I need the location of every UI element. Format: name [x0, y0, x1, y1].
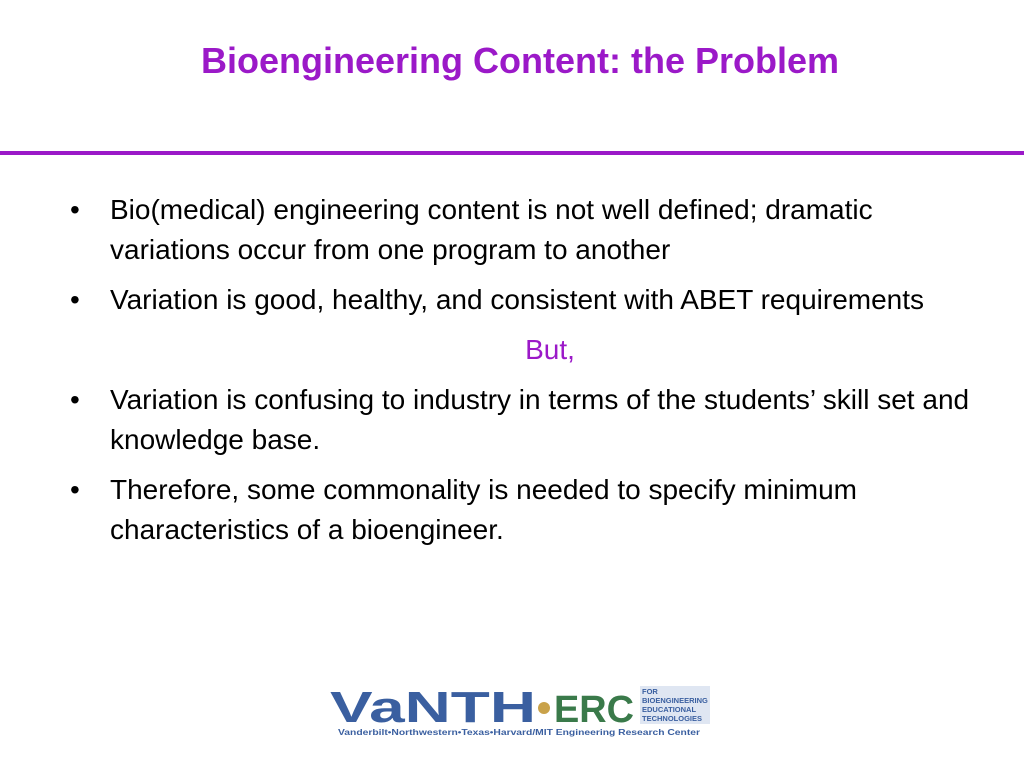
- bullet-text: Variation is good, healthy, and consistent with ABET requirements: [110, 284, 925, 315]
- vanth-erc-logo: [328, 684, 710, 738]
- bullet-list: [70, 190, 990, 560]
- logo-tagline-line: FOR: [642, 687, 658, 696]
- bullet-text: Variation is confusing to industry in terms of the students’ skill set and knowledge base.: [110, 384, 970, 455]
- title-divider: [0, 151, 1024, 155]
- bullet-text: Therefore, some commonality is needed to specify minimum characteristics of a bioengineer.: [110, 474, 857, 545]
- bullet-text: Bio(medical) engineering content is not well defined; dramatic variations occur from one program to another: [110, 194, 873, 265]
- bullet-dot: •: [70, 284, 80, 315]
- logo-tagline-line: BIOENGINEERING: [642, 696, 708, 705]
- slide-title: Bioengineering Content: the Problem: [200, 40, 839, 81]
- bullet-item: [70, 280, 990, 320]
- transition-text: But,: [525, 334, 575, 365]
- logo-tagline-line: EDUCATIONAL: [642, 705, 697, 714]
- bullet-item: [70, 380, 990, 460]
- logo-dot: [538, 702, 550, 714]
- bullet-dot: •: [70, 194, 80, 225]
- bullet-dot: •: [70, 384, 80, 415]
- bullet-item: [70, 470, 990, 550]
- bullet-dot: •: [70, 474, 80, 505]
- logo-footer: Vanderbilt•Northwestern•Texas•Harvard/MIT Engineering Research Center: [338, 728, 700, 737]
- logo-wordmark: VaNTH: [330, 684, 536, 732]
- logo-erc: ERC: [554, 689, 634, 731]
- vanth-erc-logo-graphic: [328, 684, 710, 738]
- logo-tagline-line: TECHNOLOGIES: [642, 714, 703, 723]
- bullet-item: [70, 190, 990, 270]
